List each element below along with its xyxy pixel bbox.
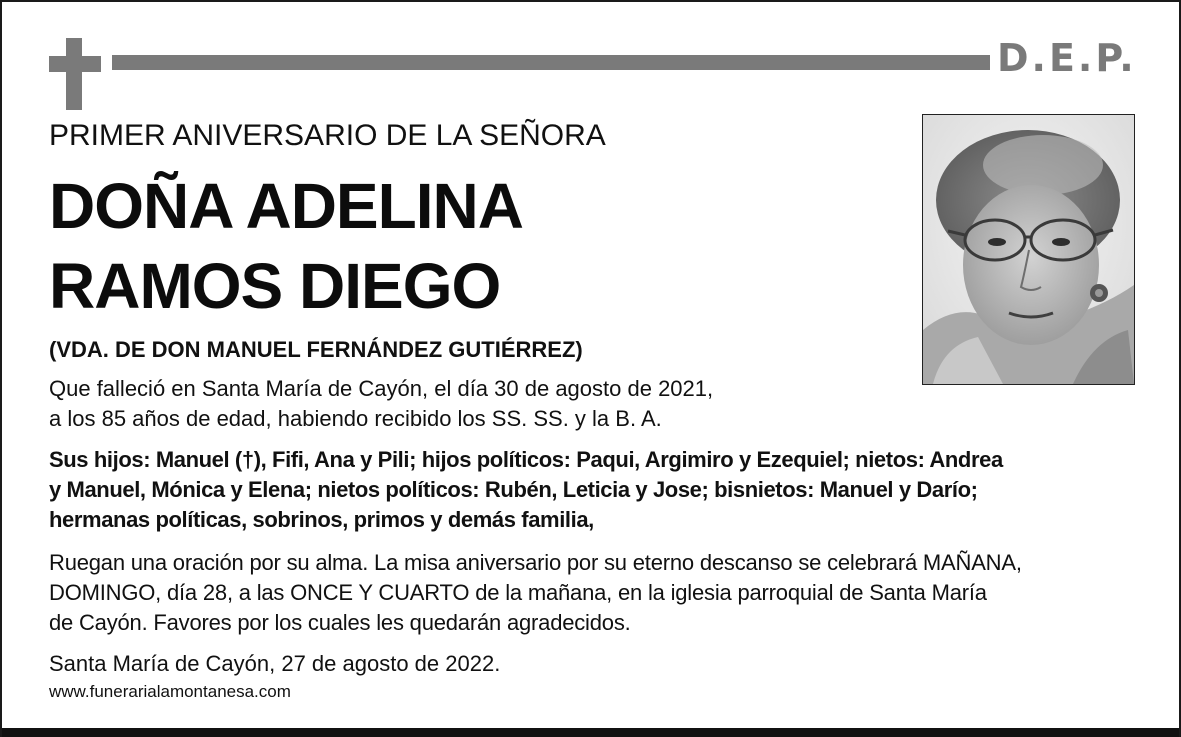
death-details	[49, 374, 713, 434]
death-details-line: Que falleció en Santa María de Cayón, el día 30 de agosto de 2021,	[49, 376, 714, 401]
mass-announcement	[49, 548, 1022, 638]
website-link[interactable]: www.funerarialamontanesa.com	[49, 682, 291, 701]
bottom-rule	[2, 728, 1179, 737]
place-and-date	[49, 649, 500, 679]
place-and-date-text: Santa María de Cayón, 27 de agosto de 2022.	[49, 651, 501, 676]
dep-label: D.E.P.	[997, 36, 1137, 80]
deceased-name	[49, 166, 523, 326]
family-list-line: Sus hijos: Manuel (†), Fifi, Ana y Pili; hijos políticos: Paqui, Argimiro y Ezequiel; nietos: Andrea	[49, 447, 1003, 472]
header-rule	[112, 55, 990, 70]
name-line-2: RAMOS DIEGO	[49, 250, 501, 322]
widow-of-line: (VDA. DE DON MANUEL FERNÁNDEZ GUTIÉRREZ)	[49, 337, 583, 362]
family-list	[49, 445, 1003, 535]
notice-subtitle: PRIMER ANIVERSARIO DE LA SEÑORA	[49, 119, 606, 152]
mass-announcement-line: DOMINGO, día 28, a las ONCE Y CUARTO de la mañana, en la iglesia parroquial de Santa María	[49, 580, 987, 605]
family-list-line: y Manuel, Mónica y Elena; nietos políticos: Rubén, Leticia y Jose; bisnietos: Manuel y Darío;	[49, 477, 978, 502]
mass-announcement-line: Ruegan una oración por su alma. La misa aniversario por su eterno descanso se celebrará MAÑANA,	[49, 550, 1022, 575]
latin-cross-icon	[49, 38, 101, 110]
mass-announcement-line: de Cayón. Favores por los cuales les quedarán agradecidos.	[49, 610, 631, 635]
portrait-photo	[922, 114, 1135, 385]
family-list-line: hermanas políticas, sobrinos, primos y demás familia,	[49, 507, 594, 532]
death-details-line: a los 85 años de edad, habiendo recibido los SS. SS. y la B. A.	[49, 406, 662, 431]
name-line-1: DOÑA ADELINA	[49, 170, 523, 242]
